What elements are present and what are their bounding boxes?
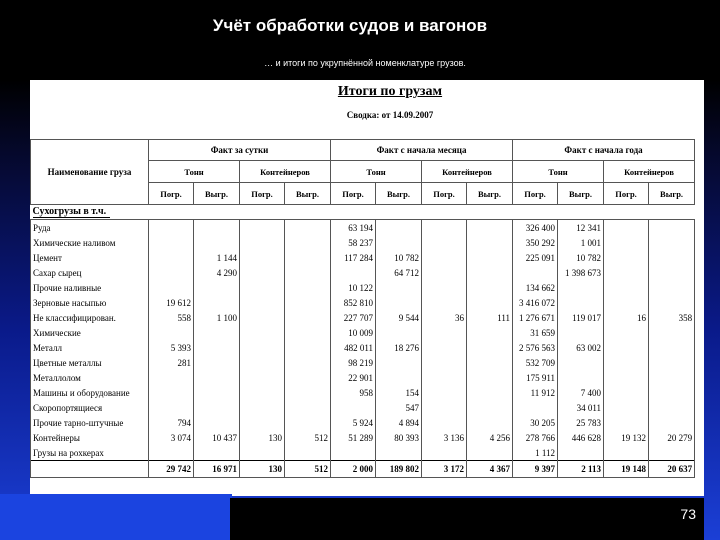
column-header-loading: Погр.: [513, 183, 558, 205]
value-cell: [194, 355, 240, 370]
value-cell: [467, 340, 513, 355]
group-row: [31, 205, 695, 220]
cargo-name-cell: Прочие наливные: [31, 280, 149, 295]
column-header-containers: Контейнеров: [422, 161, 513, 183]
table-row: [31, 280, 695, 295]
value-cell: [285, 325, 331, 340]
value-cell: 958: [331, 385, 376, 400]
cargo-name-cell: Машины и оборудование: [31, 385, 149, 400]
column-header-unloading: Выгр.: [467, 183, 513, 205]
value-cell: 22 901: [331, 370, 376, 385]
value-cell: [558, 445, 604, 461]
value-cell: [194, 295, 240, 310]
value-cell: [467, 355, 513, 370]
value-cell: [240, 250, 285, 265]
value-cell: [467, 325, 513, 340]
value-cell: [649, 220, 695, 236]
value-cell: [285, 220, 331, 236]
column-header-containers: Контейнеров: [240, 161, 331, 183]
value-cell: [604, 340, 649, 355]
value-cell: [467, 280, 513, 295]
value-cell: [194, 415, 240, 430]
value-cell: [649, 400, 695, 415]
value-cell: 111: [467, 310, 513, 325]
value-cell: 20 279: [649, 430, 695, 445]
value-cell: [240, 280, 285, 295]
cargo-name-cell: Скоропортящиеся: [31, 400, 149, 415]
value-cell: 19 132: [604, 430, 649, 445]
column-header-containers: Контейнеров: [604, 161, 695, 183]
column-header-period: Факт за сутки: [149, 140, 331, 161]
value-cell: [649, 235, 695, 250]
value-cell: [422, 355, 467, 370]
cargo-name-cell: Цветные металлы: [31, 355, 149, 370]
value-cell: [467, 370, 513, 385]
total-cell: 130: [240, 461, 285, 478]
value-cell: [649, 280, 695, 295]
value-cell: [149, 370, 194, 385]
value-cell: [285, 415, 331, 430]
value-cell: 51 289: [331, 430, 376, 445]
cargo-name-cell: Прочие тарно-штучные: [31, 415, 149, 430]
value-cell: [240, 220, 285, 236]
value-cell: [285, 355, 331, 370]
value-cell: [194, 235, 240, 250]
value-cell: 34 011: [558, 400, 604, 415]
table-row: [31, 415, 695, 430]
footer-strip: [0, 494, 232, 540]
value-cell: [422, 265, 467, 280]
value-cell: 154: [376, 385, 422, 400]
value-cell: 1 112: [513, 445, 558, 461]
value-cell: 2 576 563: [513, 340, 558, 355]
value-cell: 18 276: [376, 340, 422, 355]
value-cell: 11 912: [513, 385, 558, 400]
value-cell: [558, 355, 604, 370]
value-cell: [194, 385, 240, 400]
value-cell: [285, 250, 331, 265]
value-cell: [604, 280, 649, 295]
value-cell: 10 782: [376, 250, 422, 265]
total-cell: 29 742: [149, 461, 194, 478]
value-cell: 10 122: [331, 280, 376, 295]
table-row: [31, 370, 695, 385]
value-cell: [467, 250, 513, 265]
table-row: [31, 385, 695, 400]
value-cell: [422, 280, 467, 295]
value-cell: [194, 340, 240, 355]
total-cell: 512: [285, 461, 331, 478]
cargo-name-cell: Контейнеры: [31, 430, 149, 445]
value-cell: [149, 250, 194, 265]
column-header-unloading: Выгр.: [194, 183, 240, 205]
value-cell: [240, 310, 285, 325]
value-cell: [285, 265, 331, 280]
cargo-name-cell: Цемент: [31, 250, 149, 265]
value-cell: [467, 415, 513, 430]
table-row: [31, 265, 695, 280]
value-cell: 98 219: [331, 355, 376, 370]
value-cell: 4 256: [467, 430, 513, 445]
value-cell: [240, 265, 285, 280]
value-cell: [149, 385, 194, 400]
value-cell: [194, 325, 240, 340]
page-number-bar: [230, 498, 704, 540]
value-cell: [604, 220, 649, 236]
value-cell: 350 292: [513, 235, 558, 250]
value-cell: [240, 325, 285, 340]
column-header-tons: Тонн: [331, 161, 422, 183]
value-cell: 794: [149, 415, 194, 430]
value-cell: [604, 415, 649, 430]
value-cell: [149, 265, 194, 280]
table-row: [31, 220, 695, 236]
column-header-period: Факт с начала месяца: [331, 140, 513, 161]
value-cell: [604, 325, 649, 340]
value-cell: 358: [649, 310, 695, 325]
value-cell: 10 437: [194, 430, 240, 445]
value-cell: 547: [376, 400, 422, 415]
value-cell: [376, 325, 422, 340]
value-cell: [513, 400, 558, 415]
value-cell: [331, 400, 376, 415]
table-row: [31, 445, 695, 461]
total-cell: 4 367: [467, 461, 513, 478]
value-cell: 4 290: [194, 265, 240, 280]
value-cell: [422, 235, 467, 250]
value-cell: [240, 415, 285, 430]
value-cell: 3 136: [422, 430, 467, 445]
table-row: [31, 340, 695, 355]
column-header-tons: Тонн: [149, 161, 240, 183]
value-cell: 1 001: [558, 235, 604, 250]
column-header-loading: Погр.: [422, 183, 467, 205]
value-cell: [467, 445, 513, 461]
total-cell: 20 637: [649, 461, 695, 478]
value-cell: 7 400: [558, 385, 604, 400]
value-cell: [149, 280, 194, 295]
value-cell: [649, 295, 695, 310]
total-cell: 189 802: [376, 461, 422, 478]
value-cell: 63 194: [331, 220, 376, 236]
value-cell: [604, 400, 649, 415]
cargo-name-cell: Не классифицирован.: [31, 310, 149, 325]
cargo-name-cell: Зерновые насыпью: [31, 295, 149, 310]
value-cell: [558, 325, 604, 340]
column-header-unloading: Выгр.: [376, 183, 422, 205]
value-cell: [467, 400, 513, 415]
table-row: [31, 400, 695, 415]
report-date: Сводка: от 14.09.2007: [346, 110, 434, 120]
value-cell: [331, 265, 376, 280]
header-row-periods: [31, 140, 695, 161]
value-cell: 16: [604, 310, 649, 325]
column-header-loading: Погр.: [149, 183, 194, 205]
slide-title: Учёт обработки судов и вагонов: [212, 16, 488, 35]
value-cell: [376, 235, 422, 250]
value-cell: [331, 445, 376, 461]
slide-subtitle: … и итоги по укрупнённой номенклатуре грузов.: [264, 58, 466, 68]
total-cell: 16 971: [194, 461, 240, 478]
value-cell: [376, 355, 422, 370]
value-cell: [558, 370, 604, 385]
value-cell: [422, 250, 467, 265]
value-cell: 532 709: [513, 355, 558, 370]
value-cell: [604, 295, 649, 310]
column-header-period: Факт с начала года: [513, 140, 695, 161]
value-cell: [649, 340, 695, 355]
value-cell: [649, 250, 695, 265]
table-row: [31, 430, 695, 445]
value-cell: 64 712: [376, 265, 422, 280]
table-row: [31, 355, 695, 370]
value-cell: [422, 400, 467, 415]
column-header-name: Наименование груза: [31, 140, 149, 205]
value-cell: [422, 370, 467, 385]
value-cell: [285, 385, 331, 400]
cargo-name-cell: Химические: [31, 325, 149, 340]
cargo-name-cell: Грузы на рохкерах: [31, 445, 149, 461]
table-row: [31, 250, 695, 265]
value-cell: [240, 235, 285, 250]
value-cell: [285, 310, 331, 325]
value-cell: [376, 280, 422, 295]
value-cell: [285, 370, 331, 385]
cargo-name-cell: Руда: [31, 220, 149, 236]
value-cell: 130: [240, 430, 285, 445]
column-header-loading: Погр.: [331, 183, 376, 205]
value-cell: [649, 355, 695, 370]
cargo-name-cell: Сахар сырец: [31, 265, 149, 280]
value-cell: [194, 220, 240, 236]
value-cell: [467, 220, 513, 236]
value-cell: [376, 220, 422, 236]
value-cell: [285, 295, 331, 310]
value-cell: 58 237: [331, 235, 376, 250]
value-cell: [240, 340, 285, 355]
value-cell: 19 612: [149, 295, 194, 310]
value-cell: [604, 370, 649, 385]
value-cell: [604, 355, 649, 370]
value-cell: [649, 370, 695, 385]
value-cell: [649, 445, 695, 461]
value-cell: 1 276 671: [513, 310, 558, 325]
value-cell: [422, 385, 467, 400]
value-cell: [194, 400, 240, 415]
value-cell: 119 017: [558, 310, 604, 325]
value-cell: 3 074: [149, 430, 194, 445]
total-cell: 2 113: [558, 461, 604, 478]
value-cell: 326 400: [513, 220, 558, 236]
value-cell: [194, 370, 240, 385]
value-cell: 225 091: [513, 250, 558, 265]
value-cell: 446 628: [558, 430, 604, 445]
data-rows: [31, 220, 695, 461]
report-title: Итоги по грузам: [337, 84, 443, 99]
value-cell: [558, 280, 604, 295]
value-cell: 80 393: [376, 430, 422, 445]
value-cell: [422, 325, 467, 340]
value-cell: [649, 415, 695, 430]
value-cell: [285, 340, 331, 355]
value-cell: [194, 280, 240, 295]
group-label: Сухогрузы в т.ч.: [33, 206, 111, 218]
value-cell: 134 662: [513, 280, 558, 295]
value-cell: [376, 370, 422, 385]
value-cell: [604, 250, 649, 265]
value-cell: 278 766: [513, 430, 558, 445]
value-cell: [285, 400, 331, 415]
totals-label: [31, 461, 149, 478]
value-cell: [149, 325, 194, 340]
value-cell: 1 144: [194, 250, 240, 265]
value-cell: [149, 445, 194, 461]
column-header-loading: Погр.: [604, 183, 649, 205]
cargo-name-cell: Металл: [31, 340, 149, 355]
value-cell: [240, 445, 285, 461]
value-cell: [149, 400, 194, 415]
value-cell: [649, 385, 695, 400]
value-cell: 1 100: [194, 310, 240, 325]
value-cell: 4 894: [376, 415, 422, 430]
value-cell: [240, 355, 285, 370]
value-cell: 3 416 072: [513, 295, 558, 310]
cargo-name-cell: Металлолом: [31, 370, 149, 385]
value-cell: [285, 280, 331, 295]
value-cell: 12 341: [558, 220, 604, 236]
value-cell: [376, 295, 422, 310]
value-cell: 10 782: [558, 250, 604, 265]
cargo-name-cell: Химические наливом: [31, 235, 149, 250]
total-cell: 9 397: [513, 461, 558, 478]
cargo-report-document: [30, 80, 704, 496]
table-row: [31, 235, 695, 250]
value-cell: 512: [285, 430, 331, 445]
value-cell: [649, 325, 695, 340]
column-header-unloading: Выгр.: [558, 183, 604, 205]
value-cell: 9 544: [376, 310, 422, 325]
value-cell: [467, 235, 513, 250]
column-header-unloading: Выгр.: [285, 183, 331, 205]
value-cell: 281: [149, 355, 194, 370]
value-cell: [604, 235, 649, 250]
value-cell: 10 009: [331, 325, 376, 340]
value-cell: 30 205: [513, 415, 558, 430]
value-cell: 1 398 673: [558, 265, 604, 280]
value-cell: [240, 385, 285, 400]
totals-row: [31, 461, 695, 478]
total-cell: 3 172: [422, 461, 467, 478]
table-row: [31, 325, 695, 340]
value-cell: [513, 265, 558, 280]
value-cell: 63 002: [558, 340, 604, 355]
value-cell: [285, 445, 331, 461]
value-cell: [422, 415, 467, 430]
total-cell: 19 148: [604, 461, 649, 478]
column-header-unloading: Выгр.: [649, 183, 695, 205]
value-cell: [285, 235, 331, 250]
value-cell: [376, 445, 422, 461]
value-cell: [422, 445, 467, 461]
column-header-loading: Погр.: [240, 183, 285, 205]
value-cell: [649, 265, 695, 280]
value-cell: [422, 340, 467, 355]
value-cell: [422, 220, 467, 236]
value-cell: 25 783: [558, 415, 604, 430]
value-cell: [240, 370, 285, 385]
table-row: [31, 310, 695, 325]
column-header-tons: Тонн: [513, 161, 604, 183]
value-cell: 482 011: [331, 340, 376, 355]
value-cell: [604, 265, 649, 280]
value-cell: 852 810: [331, 295, 376, 310]
value-cell: [149, 235, 194, 250]
value-cell: [194, 445, 240, 461]
value-cell: [604, 385, 649, 400]
value-cell: 31 659: [513, 325, 558, 340]
value-cell: [240, 295, 285, 310]
value-cell: [604, 445, 649, 461]
value-cell: 36: [422, 310, 467, 325]
value-cell: 5 393: [149, 340, 194, 355]
value-cell: 227 707: [331, 310, 376, 325]
value-cell: 175 911: [513, 370, 558, 385]
total-cell: 2 000: [331, 461, 376, 478]
value-cell: 5 924: [331, 415, 376, 430]
value-cell: 117 284: [331, 250, 376, 265]
group-label-cell: [31, 205, 695, 220]
page-number: 73: [680, 506, 696, 522]
value-cell: [558, 295, 604, 310]
value-cell: [422, 295, 467, 310]
value-cell: [240, 400, 285, 415]
cargo-totals-table: [30, 139, 695, 478]
table-row: [31, 295, 695, 310]
value-cell: [467, 295, 513, 310]
value-cell: [149, 220, 194, 236]
value-cell: 558: [149, 310, 194, 325]
value-cell: [467, 265, 513, 280]
value-cell: [467, 385, 513, 400]
